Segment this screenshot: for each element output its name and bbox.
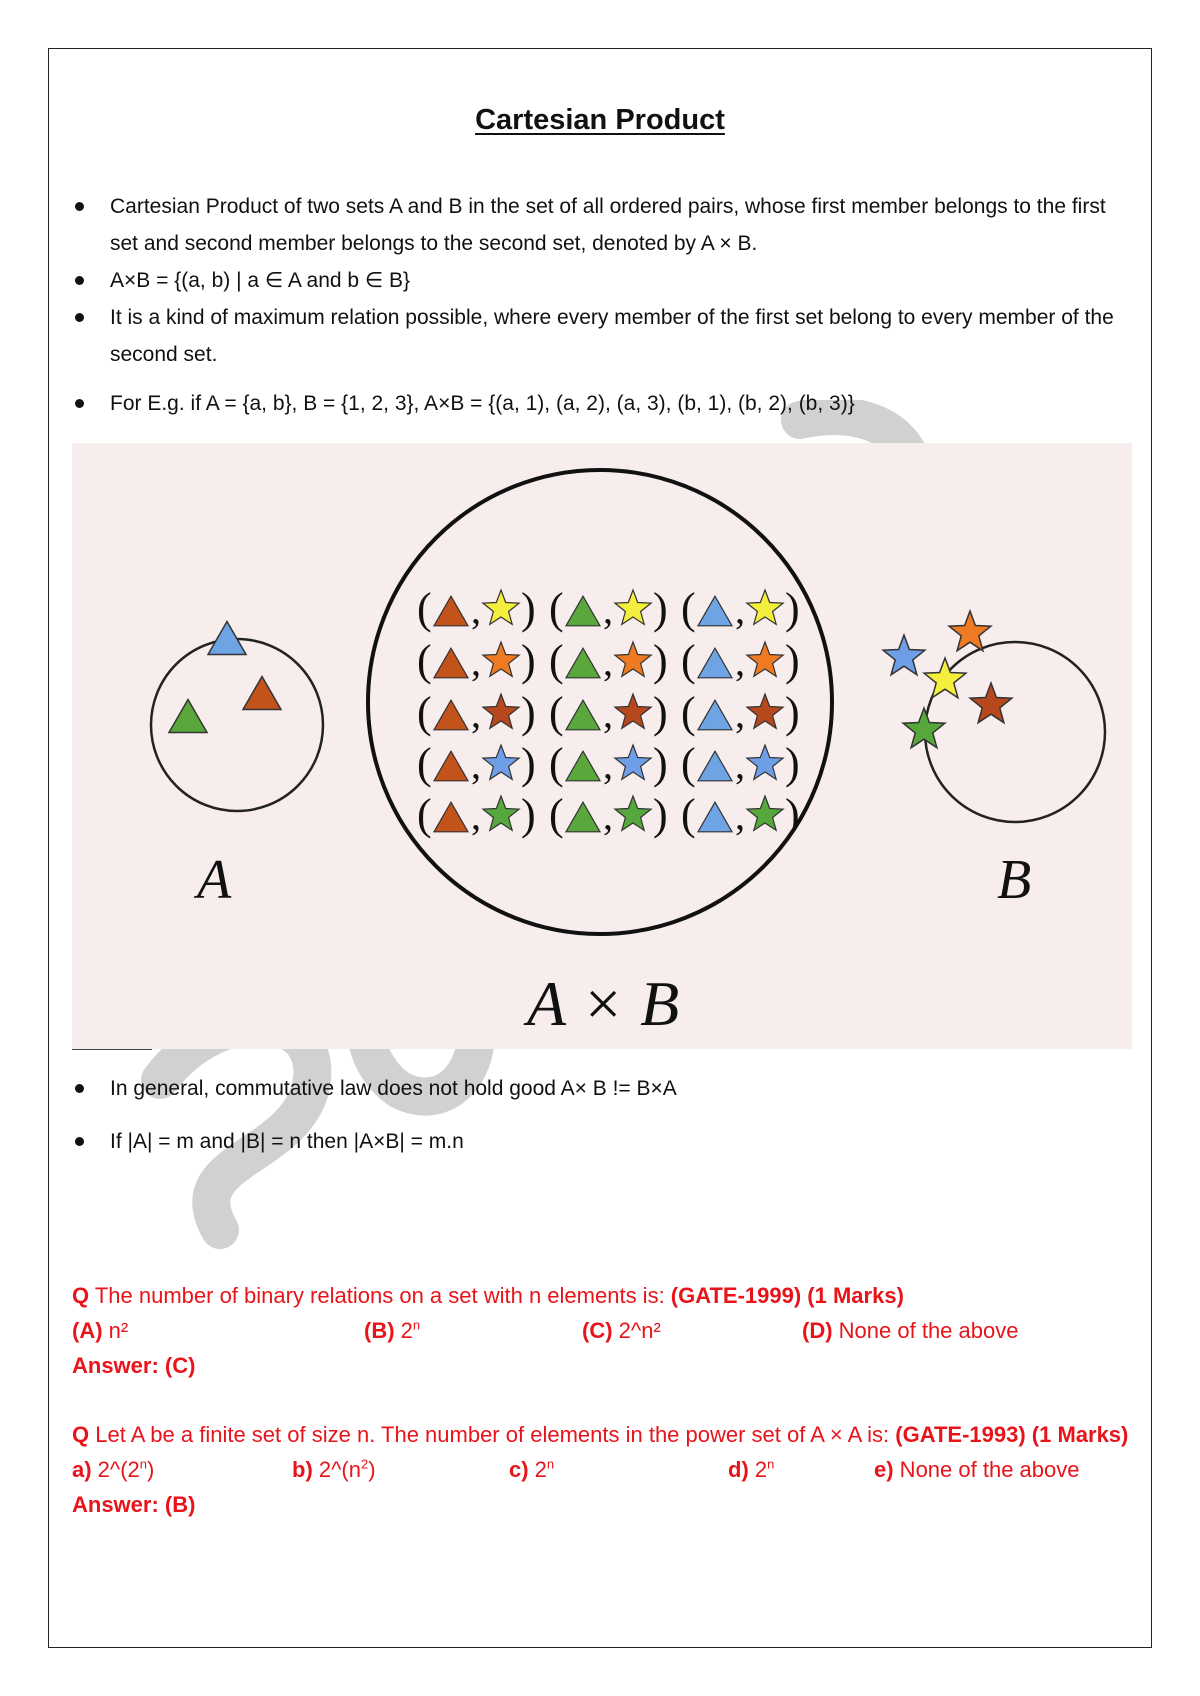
label-b: B [997, 849, 1032, 911]
pair-triangle [566, 751, 600, 781]
set-b-star-blue [883, 635, 925, 675]
q1-text: The number of binary relations on a set with n elements is: [89, 1283, 671, 1308]
pair-close-paren: ) [521, 584, 536, 633]
ordered-pair [549, 688, 668, 737]
pair-open-paren: ( [681, 739, 696, 788]
pair-open-paren: ( [549, 790, 564, 839]
pair-triangle [698, 802, 732, 832]
pair-open-paren: ( [417, 584, 432, 633]
pair-star [615, 590, 651, 624]
pair-open-paren: ( [417, 790, 432, 839]
bullet-cardinality: If |A| = m and |B| = n then |A×B| = m.n [72, 1123, 1132, 1160]
pair-open-paren: ( [417, 636, 432, 685]
pair-comma: , [471, 691, 481, 736]
q2-text: Let A be a finite set of size n. The number of elements in the power set of A × A is: [89, 1422, 896, 1447]
ordered-pair [549, 636, 668, 685]
q1-option-a: (A) n² [72, 1318, 129, 1343]
q2-prefix: Q [72, 1422, 90, 1447]
pair-comma: , [603, 691, 613, 736]
pair-star [615, 745, 651, 779]
pair-star [615, 694, 651, 728]
pair-close-paren: ) [785, 636, 800, 685]
pair-star [747, 694, 783, 728]
set-b-circle [925, 642, 1105, 822]
q1-answer: Answer: (C) [72, 1353, 196, 1378]
pair-close-paren: ) [521, 688, 536, 737]
pair-open-paren: ( [681, 636, 696, 685]
set-b-star-darkorange [970, 683, 1012, 723]
ordered-pair [549, 790, 668, 839]
pair-comma: , [735, 742, 745, 787]
q2-tag: (GATE-1993) (1 Marks) [895, 1422, 1129, 1447]
ordered-pair [417, 636, 536, 685]
pair-close-paren: ) [785, 688, 800, 737]
pair-close-paren: ) [521, 739, 536, 788]
set-b-star-green [903, 708, 945, 748]
pair-comma: , [603, 587, 613, 632]
set-b-star-yellow [924, 658, 966, 698]
ordered-pair [549, 739, 668, 788]
pair-close-paren: ) [653, 584, 668, 633]
pair-close-paren: ) [653, 790, 668, 839]
pair-comma: , [603, 742, 613, 787]
pair-triangle [434, 751, 468, 781]
pair-star [483, 745, 519, 779]
q1-options [72, 1313, 1142, 1348]
q1-option-d: (D) None of the above [802, 1318, 1019, 1343]
pair-close-paren: ) [653, 636, 668, 685]
pair-close-paren: ) [785, 790, 800, 839]
q1-option-b: (B) 2$^n$ [364, 1317, 421, 1343]
bullet-maximum-relation: It is a kind of maximum relation possible, where every member of the first set belong to every member of the second set. [72, 299, 1132, 373]
pair-triangle [698, 751, 732, 781]
pair-comma: , [471, 742, 481, 787]
q1-option-c: (C) 2^n² [582, 1318, 661, 1343]
pair-open-paren: ( [681, 584, 696, 633]
q2-option-c: c) 2$^n$ [509, 1456, 555, 1482]
pair-close-paren: ) [785, 739, 800, 788]
q2-answer: Answer: (B) [72, 1492, 196, 1517]
ordered-pair [417, 584, 536, 633]
question-1 [72, 1278, 1142, 1383]
pair-star [747, 642, 783, 676]
pair-comma: , [735, 691, 745, 736]
q1-prefix: Q [72, 1283, 90, 1308]
pair-star [483, 694, 519, 728]
ordered-pair [681, 688, 800, 737]
pair-close-paren: ) [653, 739, 668, 788]
q2-option-e: e) None of the above [874, 1457, 1080, 1482]
pair-triangle [566, 802, 600, 832]
pair-close-paren: ) [521, 790, 536, 839]
properties-list [72, 1070, 1132, 1176]
pair-comma: , [735, 587, 745, 632]
page-title: Cartesian Product [475, 104, 725, 136]
set-a-triangle-orange [243, 676, 281, 709]
pair-star [483, 642, 519, 676]
pair-open-paren: ( [549, 636, 564, 685]
pair-comma: , [735, 793, 745, 838]
bullet-commutative: In general, commutative law does not hold good A× B != B×A [72, 1070, 1132, 1107]
pair-triangle [434, 802, 468, 832]
ordered-pairs-grid [417, 584, 800, 839]
pair-comma: , [471, 639, 481, 684]
q2-option-b: b) $2\^{}(n^2)$ [292, 1456, 376, 1482]
pair-triangle [434, 700, 468, 730]
pair-star [615, 796, 651, 830]
pair-triangle [434, 596, 468, 626]
pair-open-paren: ( [417, 688, 432, 737]
pair-close-paren: ) [785, 584, 800, 633]
pair-comma: , [603, 793, 613, 838]
pair-open-paren: ( [549, 688, 564, 737]
pair-star [483, 796, 519, 830]
label-a: A [197, 849, 232, 911]
ordered-pair [417, 739, 536, 788]
bullet-example: For E.g. if A = {a, b}, B = {1, 2, 3}, A×B = {(a, 1), (a, 2), (a, 3), (b, 1), (b, 2), (b, 3)} [72, 385, 1132, 422]
pair-open-paren: ( [549, 584, 564, 633]
pair-triangle [566, 700, 600, 730]
ordered-pair [681, 584, 800, 633]
bullet-set-builder: A×B = {(a, b) | a ∈ A and b ∈ B} [72, 262, 1132, 299]
pair-close-paren: ) [521, 636, 536, 685]
bullet-definition: Cartesian Product of two sets A and B in the set of all ordered pairs, whose first member belongs to the first set and second member belongs to the second set, denoted by A × B. [72, 188, 1132, 262]
pair-open-paren: ( [681, 688, 696, 737]
pair-star [483, 590, 519, 624]
q2-options [72, 1452, 1142, 1487]
pair-star [615, 642, 651, 676]
ordered-pair [681, 636, 800, 685]
pair-star [747, 590, 783, 624]
pair-triangle [566, 596, 600, 626]
q2-option-a: a) 2^(2$^n$) [72, 1456, 155, 1482]
pair-comma: , [603, 639, 613, 684]
pair-triangle [434, 648, 468, 678]
question-2 [72, 1417, 1142, 1522]
set-b-star-orange [949, 611, 991, 651]
pair-close-paren: ) [653, 688, 668, 737]
pair-comma: , [471, 587, 481, 632]
set-a-triangle-green [169, 699, 207, 732]
ordered-pair [549, 584, 668, 633]
cartesian-product-figure [72, 443, 1132, 1049]
pair-comma: , [735, 639, 745, 684]
definition-list [72, 188, 1132, 422]
pair-open-paren: ( [417, 739, 432, 788]
pair-open-paren: ( [549, 739, 564, 788]
pair-comma: , [471, 793, 481, 838]
pair-triangle [698, 596, 732, 626]
ordered-pair [681, 739, 800, 788]
figure-canvas [72, 443, 1132, 1049]
figure-rule [72, 1049, 152, 1050]
ordered-pair [417, 790, 536, 839]
label-product: A × B [527, 968, 680, 1039]
pair-triangle [566, 648, 600, 678]
q2-option-d: d) 2$^n$ [728, 1456, 775, 1482]
pair-triangle [698, 700, 732, 730]
pair-star [747, 796, 783, 830]
pair-triangle [698, 648, 732, 678]
ordered-pair [681, 790, 800, 839]
pair-star [747, 745, 783, 779]
pair-open-paren: ( [681, 790, 696, 839]
q1-tag: (GATE-1999) (1 Marks) [670, 1283, 904, 1308]
ordered-pair [417, 688, 536, 737]
